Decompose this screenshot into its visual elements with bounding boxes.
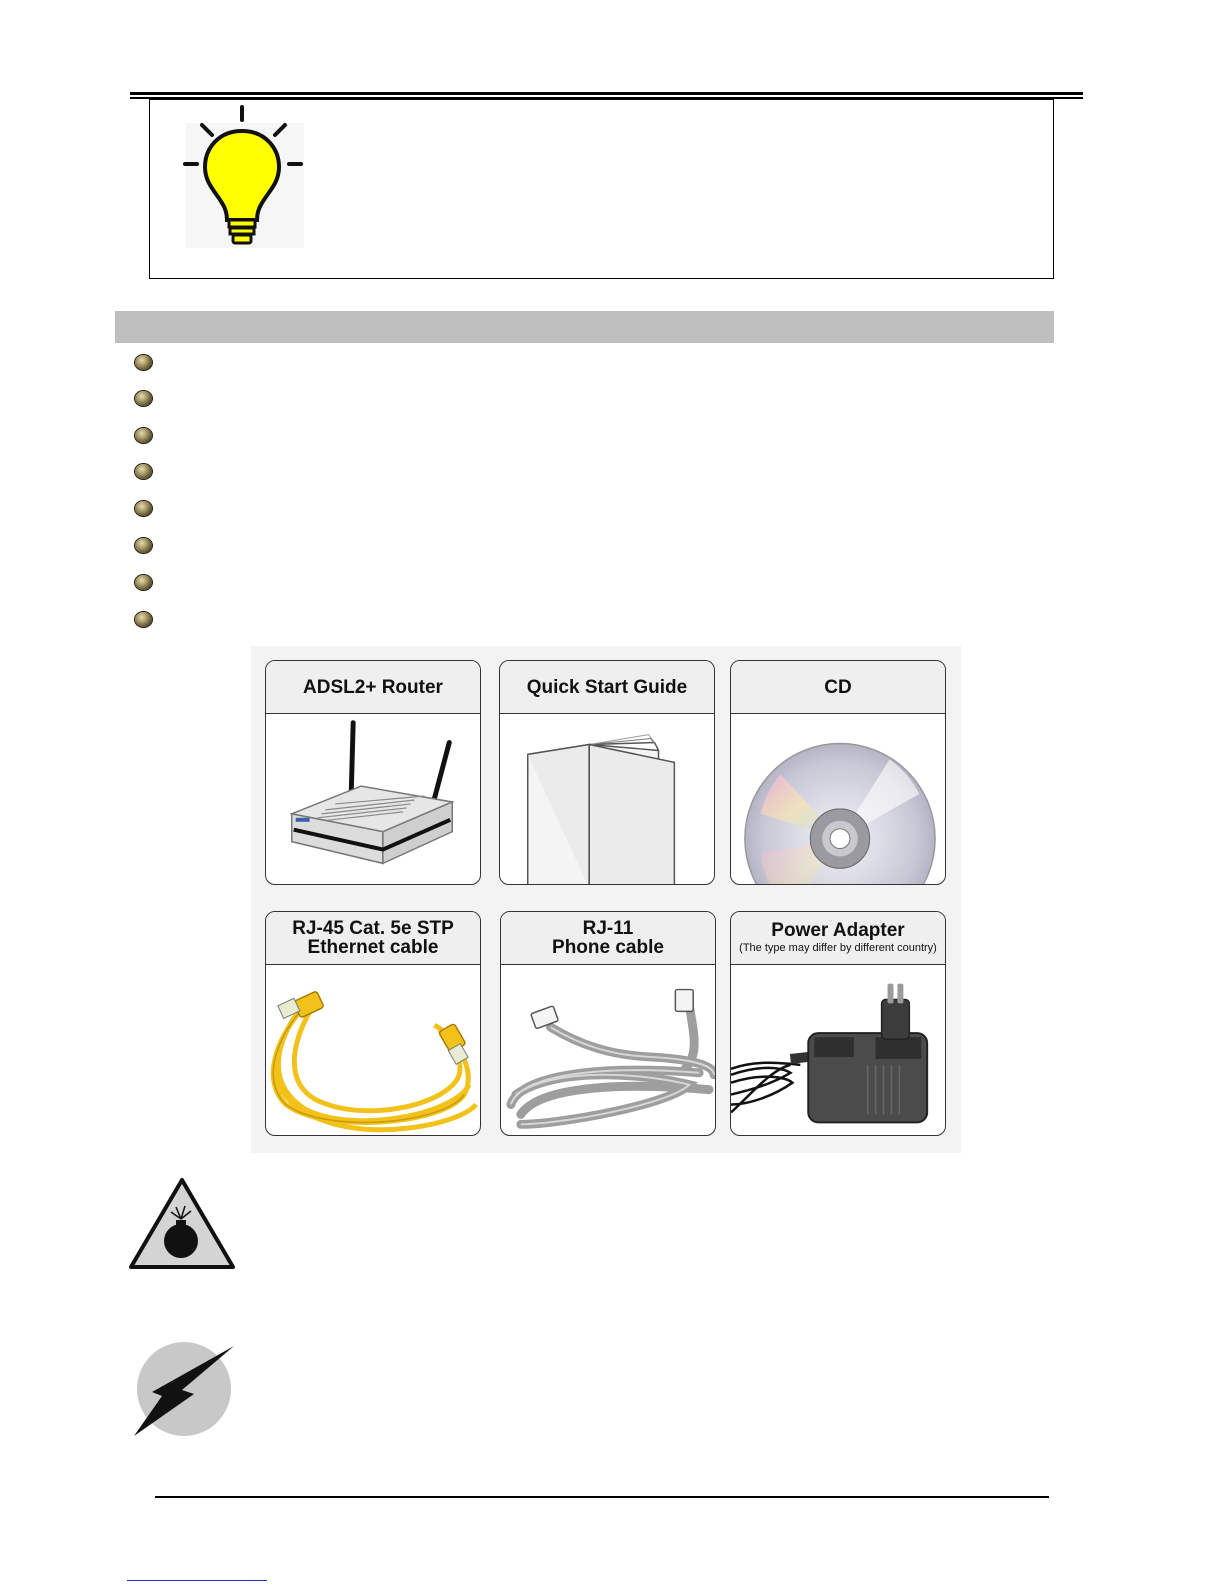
- bomb-warning-icon: [127, 1175, 237, 1271]
- cd-card: [730, 660, 946, 885]
- card-title: Power Adapter: [771, 920, 905, 941]
- booklet-icon: [500, 714, 714, 884]
- phone-cable-card: [500, 911, 716, 1136]
- ethernet-cable-image: [266, 965, 480, 1135]
- header-rule: [130, 92, 1083, 95]
- phone-cable-icon: [501, 965, 715, 1135]
- card-title: RJ-45 Cat. 5e STP Ethernet cable: [292, 918, 454, 958]
- cd-icon: [731, 714, 945, 884]
- router-image: [266, 714, 480, 884]
- bullet-icon: [135, 575, 152, 590]
- bullet-icon: [135, 501, 152, 516]
- card-header: [266, 661, 480, 714]
- router-card: [265, 660, 481, 885]
- card-title: ADSL2+ Router: [303, 676, 443, 698]
- router-icon: [266, 714, 480, 884]
- ethernet-cable-card: [265, 911, 481, 1136]
- card-title: CD: [824, 676, 852, 698]
- bullet-icon: [135, 428, 152, 443]
- lightning-icon: [130, 1340, 238, 1440]
- ethernet-cable-icon: [266, 965, 480, 1135]
- card-header: [731, 912, 945, 965]
- power-adapter-card: [730, 911, 946, 1136]
- package-contents-figure: [251, 646, 961, 1153]
- phone-cable-image: [501, 965, 715, 1135]
- power-adapter-image: [731, 965, 945, 1135]
- section-header-bar: [115, 311, 1054, 343]
- card-header: [501, 912, 715, 965]
- quick-start-guide-card: [499, 660, 715, 885]
- card-header: [500, 661, 714, 714]
- bullet-icon: [135, 464, 152, 479]
- footer-link-underline: [127, 1580, 267, 1581]
- card-title: RJ-11 Phone cable: [552, 918, 664, 958]
- lightbulb-icon: [178, 103, 306, 248]
- bullet-icon: [135, 612, 152, 627]
- bullet-icon: [135, 391, 152, 406]
- bullet-icon: [135, 538, 152, 553]
- footer-rule: [155, 1496, 1049, 1498]
- card-title: Quick Start Guide: [526, 676, 688, 698]
- cd-image: [731, 714, 945, 884]
- guide-image: [500, 714, 714, 884]
- power-adapter-icon: [731, 965, 945, 1135]
- card-header: [731, 661, 945, 714]
- card-header: [266, 912, 480, 965]
- card-subtitle: (The type may differ by different country): [739, 942, 937, 954]
- bullet-icon: [135, 355, 152, 370]
